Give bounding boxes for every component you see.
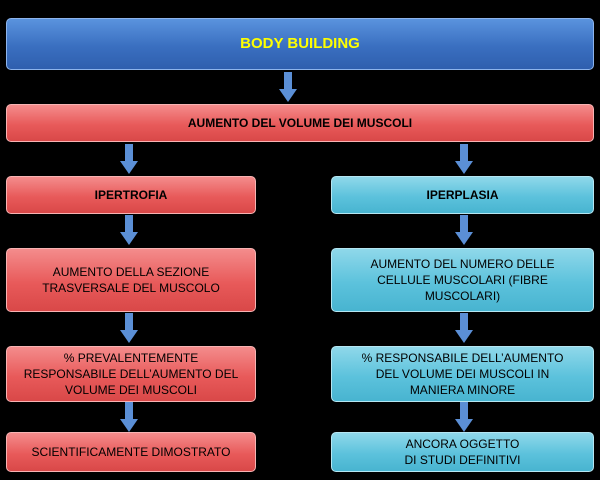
ipertrofia-step-3-text: SCIENTIFICAMENTE DIMOSTRATO <box>31 444 231 459</box>
ipertrofia-step-1 <box>6 248 256 312</box>
ipertrofia-step-1-text: AUMENTO DELLA SEZIONE TRASVERSALE DEL MUSCOLO <box>42 264 220 295</box>
muscle-volume-text: AUMENTO DEL VOLUME DEI MUSCOLI <box>187 115 413 130</box>
iperplasia-header <box>331 176 594 214</box>
arrow-down-icon <box>120 402 138 432</box>
iperplasia-header-text: IPERPLASIA <box>426 187 499 202</box>
ipertrofia-header <box>6 176 256 214</box>
arrow-down-icon <box>279 72 297 102</box>
title-box <box>6 18 594 70</box>
ipertrofia-step-2-text: % PREVALENTEMENTE RESPONSABILE DELL’AUMENTO DEL VOLUME DEI MUSCOLI <box>23 350 239 398</box>
arrow-down-icon <box>455 313 473 343</box>
ipertrofia-header-text: IPERTROFIA <box>94 187 168 202</box>
ipertrofia-step-3 <box>6 432 256 472</box>
iperplasia-step-1-text: AUMENTO DEL NUMERO DELLE CELLULE MUSCOLARI (FIBRE MUSCOLARI) <box>370 256 555 304</box>
arrow-down-icon <box>455 215 473 245</box>
iperplasia-step-3 <box>331 432 594 472</box>
iperplasia-step-2-text: % RESPONSABILE DELL’AUMENTO DEL VOLUME DEI MUSCOLI IN MANIERA MINORE <box>361 350 564 398</box>
iperplasia-step-3-text: ANCORA OGGETTO DI STUDI DEFINITIVI <box>404 436 521 467</box>
arrow-down-icon <box>120 313 138 343</box>
muscle-volume-box <box>6 104 594 142</box>
arrow-down-icon <box>455 144 473 174</box>
iperplasia-step-1 <box>331 248 594 312</box>
title-text: BODY BUILDING <box>240 34 360 52</box>
arrow-down-icon <box>120 215 138 245</box>
arrow-down-icon <box>120 144 138 174</box>
ipertrofia-step-2 <box>6 346 256 402</box>
arrow-down-icon <box>455 402 473 432</box>
iperplasia-step-2 <box>331 346 594 402</box>
